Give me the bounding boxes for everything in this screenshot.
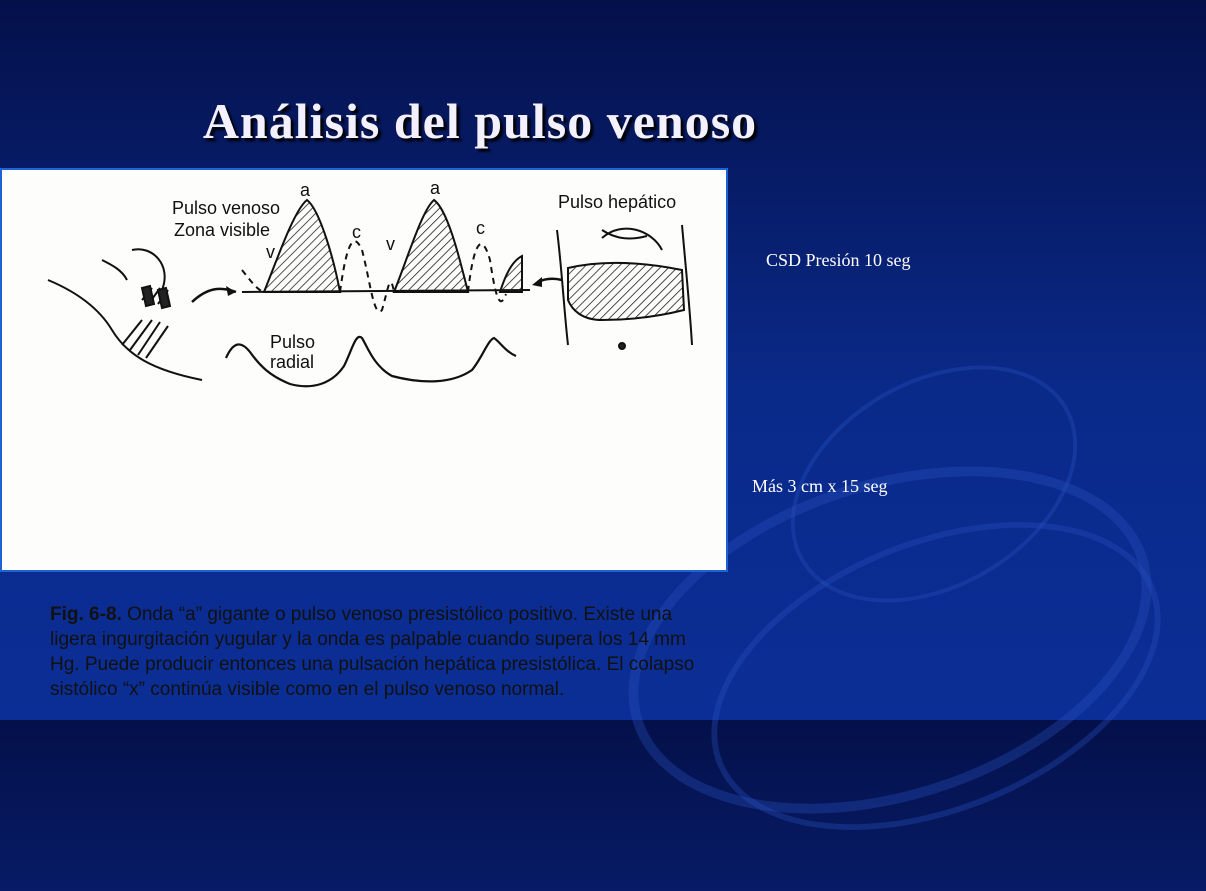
label-v-wave: v — [266, 242, 275, 262]
hepatic-torso-sketch — [557, 225, 692, 349]
caption-figure-ref: Fig. 6-8. — [50, 604, 122, 625]
label-a-wave: a — [430, 178, 441, 198]
label-pulso: Pulso — [270, 332, 316, 352]
label-a-wave: a — [300, 180, 311, 200]
neck-hand-sketch — [48, 249, 202, 380]
label-c-wave: c — [476, 218, 485, 238]
note-mas-3cm: Más 3 cm x 15 seg — [752, 476, 888, 496]
figure-caption — [50, 602, 710, 702]
label-pulso-hepatico: Pulso hepático — [558, 192, 677, 212]
label-c-wave: c — [352, 222, 361, 242]
label-v-wave: v — [386, 234, 395, 254]
a-wave — [500, 256, 522, 292]
slide-title: Análisis del pulso venoso — [202, 92, 758, 149]
figure-panel — [0, 168, 728, 700]
label-zona-visible: Zona visible — [174, 220, 271, 240]
caption-text: Onda “a” gigante o pulso venoso presistólico positivo. Existe una ligera ingurgitación yugular y la onda es palpable cuando supera los 14 mm Hg. Puede producir entonces una pulsación hepática presistólica. El colapso sistólico “x” continúa visible como en el pulso venoso normal. — [50, 604, 695, 700]
label-pulso-venoso: Pulso venoso — [172, 198, 281, 218]
note-csd-presion: CSD Presión 10 seg — [766, 250, 911, 270]
label-radial: radial — [270, 352, 315, 372]
a-wave — [394, 200, 468, 292]
waveform-illustration — [2, 170, 730, 574]
